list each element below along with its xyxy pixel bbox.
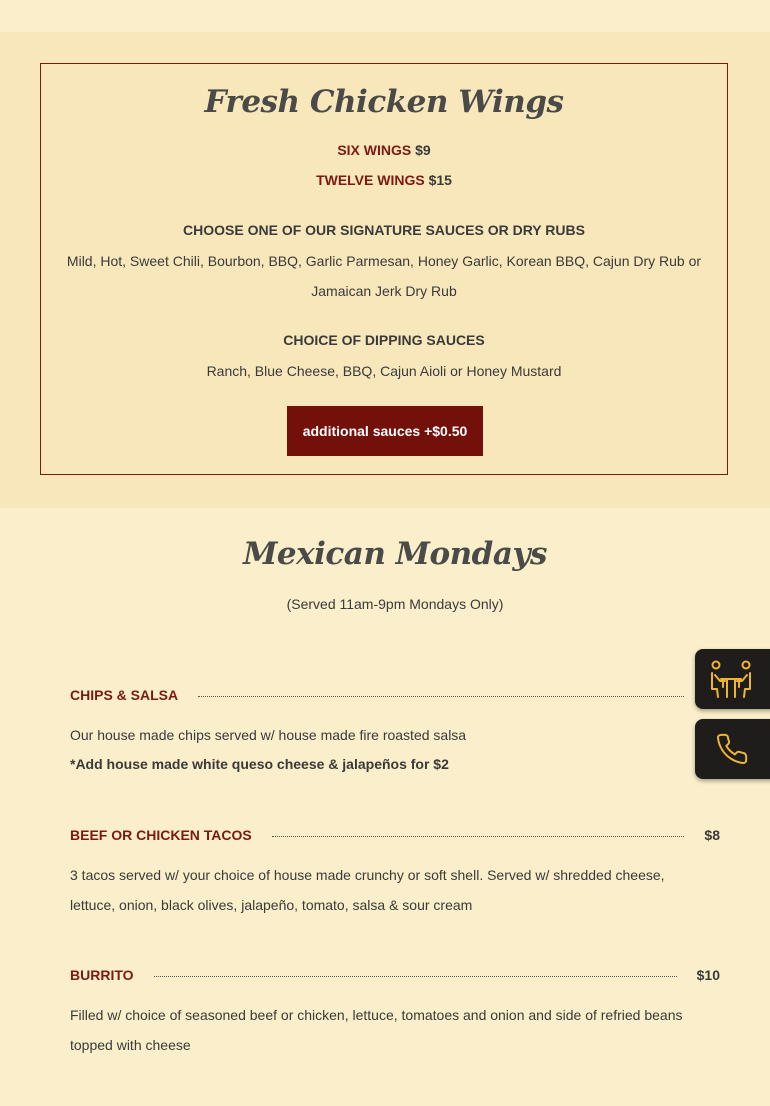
item-note: *Add house made white queso cheese & jalapeños for $2 <box>70 756 449 772</box>
twelve-wings-label: TWELVE WINGS <box>316 172 425 188</box>
additional-sauces-button[interactable]: additional sauces +$0.50 <box>287 406 483 456</box>
six-wings-label: SIX WINGS <box>337 142 412 158</box>
dining-table-icon <box>709 659 753 699</box>
wings-card <box>40 63 728 475</box>
item-description: Our house made chips served w/ house made fire roasted salsa <box>70 727 467 743</box>
item-description: 3 tacos served w/ your choice of house made crunchy or soft shell. Served w/ shredded cheese, lettuce, onion, black olives, jalapeño, tomato, salsa & sour cream <box>70 867 665 913</box>
phone-icon <box>715 732 749 766</box>
menu-item-tacos <box>70 825 720 845</box>
reserve-table-button[interactable] <box>695 649 770 709</box>
twelve-wings-price: $15 <box>428 172 452 188</box>
wings-section <box>0 32 770 508</box>
item-name: CHIPS & SALSA <box>70 687 179 703</box>
item-name: BURRITO <box>70 967 134 983</box>
item-price: $8 <box>704 827 720 843</box>
sauces-text: Mild, Hot, Sweet Chili, Bourbon, BBQ, Garlic Parmesan, Honey Garlic, Korean BBQ, Cajun Dry Rub or Jamaican Jerk Dry Rub <box>66 253 702 299</box>
menu-item-burrito <box>70 965 720 985</box>
item-price: $10 <box>696 967 720 983</box>
menu-item-chips-salsa <box>70 685 684 705</box>
dipping-heading: CHOICE OF DIPPING SAUCES <box>283 332 485 348</box>
twelve-wings-line <box>41 172 727 188</box>
sauces-heading: CHOOSE ONE OF OUR SIGNATURE SAUCES OR DRY RUBS <box>183 222 585 238</box>
dotted-leader <box>198 696 684 697</box>
top-strip <box>0 0 770 32</box>
call-button[interactable] <box>695 719 770 779</box>
mexican-mondays-title: Mexican Mondays <box>243 536 547 572</box>
mexican-mondays-subtitle: (Served 11am-9pm Mondays Only) <box>286 596 504 612</box>
item-name: BEEF OR CHICKEN TACOS <box>70 827 252 843</box>
dipping-text: Ranch, Blue Cheese, BBQ, Cajun Aioli or Honey Mustard <box>206 363 562 379</box>
six-wings-price: $9 <box>415 142 431 158</box>
dotted-leader <box>154 976 677 977</box>
wings-title: Fresh Chicken Wings <box>204 84 564 120</box>
item-description: Filled w/ choice of seasoned beef or chicken, lettuce, tomatoes and onion and side of refried beans topped with cheese <box>70 1007 683 1053</box>
dotted-leader <box>272 836 685 837</box>
six-wings-line <box>41 142 727 158</box>
